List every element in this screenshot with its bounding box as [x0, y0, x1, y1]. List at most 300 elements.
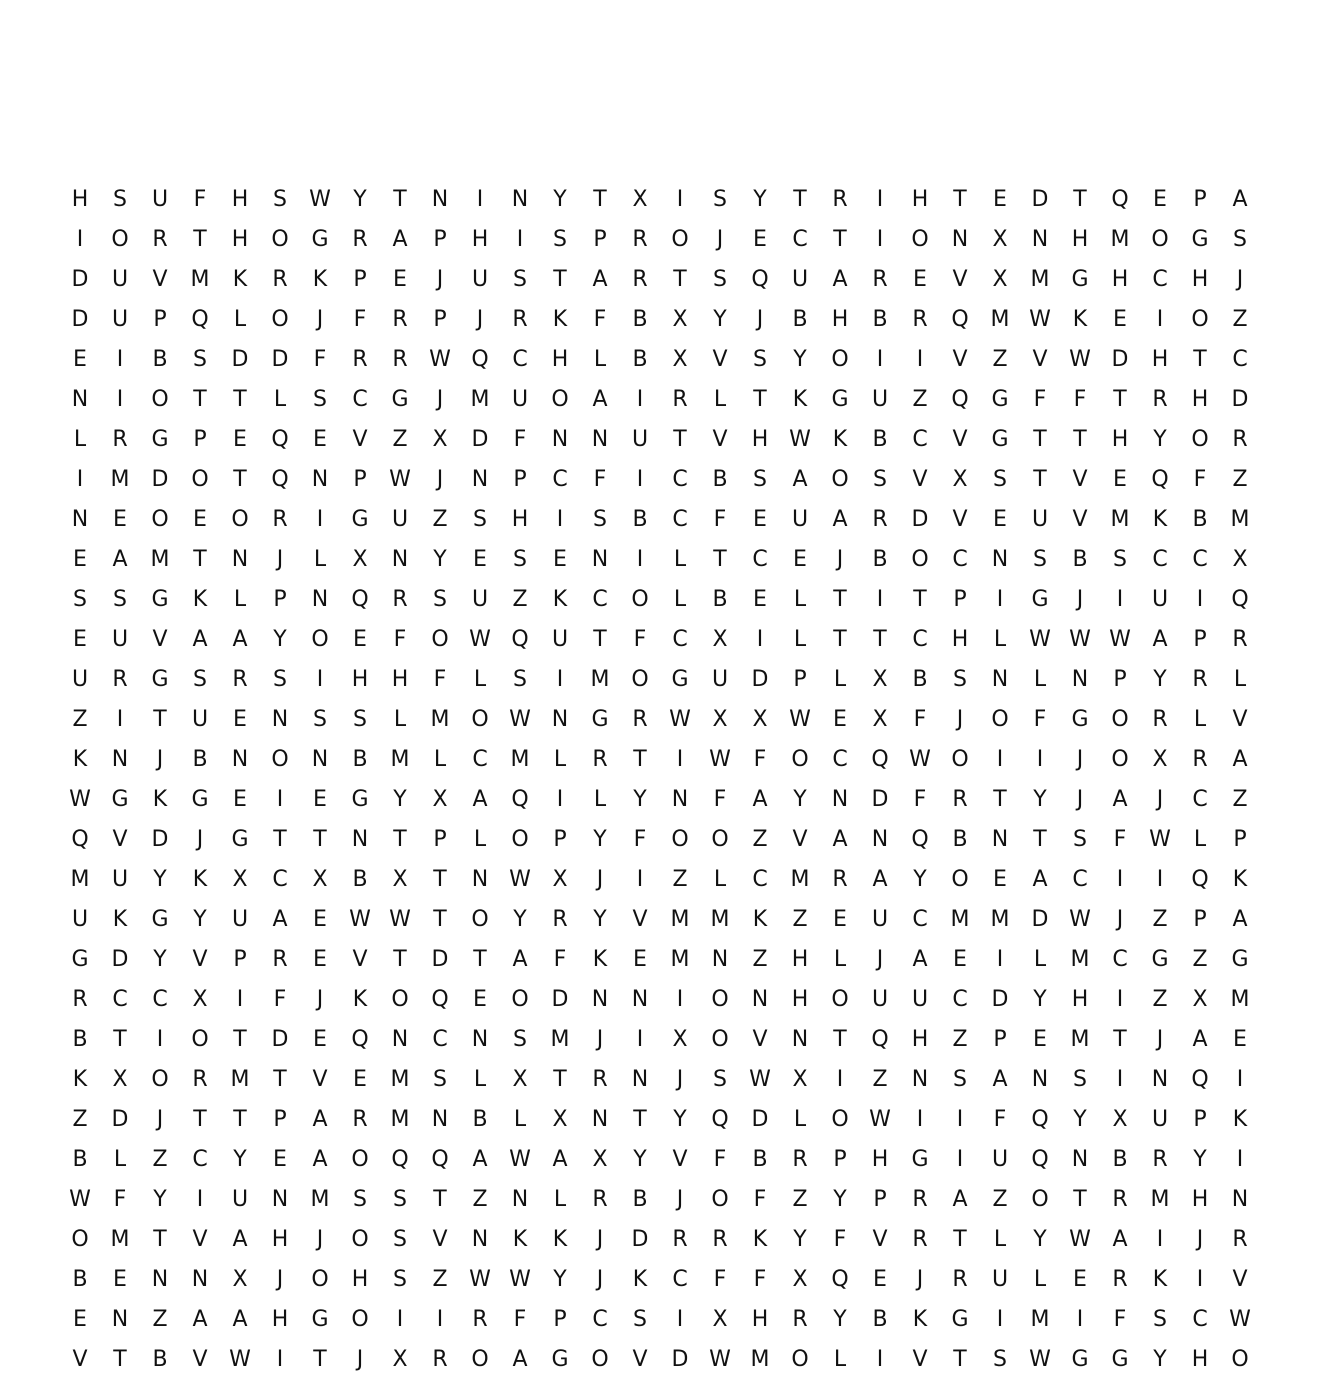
letter-cell[interactable]: K: [192, 587, 208, 612]
letter-cell[interactable]: K: [1152, 507, 1168, 532]
letter-cell[interactable]: M: [430, 707, 450, 732]
letter-cell[interactable]: N: [311, 747, 329, 772]
letter-cell[interactable]: F: [593, 307, 607, 332]
letter-cell[interactable]: A: [752, 787, 768, 812]
letter-cell[interactable]: Y: [593, 827, 607, 852]
letter-cell[interactable]: T: [1073, 187, 1087, 212]
letter-cell[interactable]: R: [952, 1267, 968, 1292]
letter-cell[interactable]: E: [553, 547, 567, 572]
letter-cell[interactable]: R: [1232, 627, 1248, 652]
letter-cell[interactable]: K: [1072, 307, 1088, 332]
letter-cell[interactable]: E: [753, 587, 767, 612]
letter-cell[interactable]: X: [1112, 1107, 1128, 1132]
letter-cell[interactable]: X: [232, 867, 248, 892]
letter-cell[interactable]: N: [591, 547, 609, 572]
letter-cell[interactable]: H: [1191, 1187, 1209, 1212]
letter-cell[interactable]: K: [192, 867, 208, 892]
letter-cell[interactable]: F: [713, 787, 727, 812]
letter-cell[interactable]: A: [552, 1147, 568, 1172]
letter-cell[interactable]: U: [791, 267, 809, 292]
letter-cell[interactable]: U: [471, 587, 489, 612]
letter-cell[interactable]: B: [912, 667, 928, 692]
letter-cell[interactable]: M: [70, 867, 90, 892]
letter-cell[interactable]: J: [316, 987, 324, 1012]
letter-cell[interactable]: R: [392, 307, 408, 332]
letter-cell[interactable]: W: [509, 707, 531, 732]
letter-cell[interactable]: W: [309, 187, 331, 212]
letter-cell[interactable]: Z: [72, 1107, 88, 1132]
letter-cell[interactable]: C: [272, 867, 288, 892]
letter-cell[interactable]: J: [1076, 747, 1084, 772]
letter-cell[interactable]: V: [672, 1147, 688, 1172]
letter-cell[interactable]: M: [1070, 1027, 1090, 1052]
letter-cell[interactable]: F: [753, 747, 767, 772]
letter-cell[interactable]: N: [671, 787, 689, 812]
letter-cell[interactable]: Q: [711, 1107, 729, 1132]
letter-cell[interactable]: Z: [672, 867, 688, 892]
letter-cell[interactable]: V: [912, 467, 928, 492]
letter-cell[interactable]: P: [273, 587, 287, 612]
letter-cell[interactable]: R: [872, 507, 888, 532]
letter-cell[interactable]: V: [72, 1347, 88, 1372]
letter-cell[interactable]: Y: [513, 907, 527, 932]
letter-cell[interactable]: P: [993, 1027, 1007, 1052]
letter-cell[interactable]: O: [471, 707, 489, 732]
letter-cell[interactable]: K: [232, 267, 248, 292]
letter-cell[interactable]: R: [232, 667, 248, 692]
letter-cell[interactable]: X: [352, 547, 368, 572]
letter-cell[interactable]: B: [632, 307, 648, 332]
letter-cell[interactable]: B: [712, 587, 728, 612]
letter-cell[interactable]: I: [1116, 867, 1124, 892]
letter-cell[interactable]: W: [789, 427, 811, 452]
letter-cell[interactable]: F: [713, 507, 727, 532]
letter-cell[interactable]: Z: [1232, 307, 1248, 332]
letter-cell[interactable]: O: [191, 467, 209, 492]
letter-cell[interactable]: A: [1032, 867, 1048, 892]
letter-cell[interactable]: Z: [432, 1267, 448, 1292]
letter-cell[interactable]: W: [709, 747, 731, 772]
letter-cell[interactable]: H: [231, 187, 249, 212]
letter-cell[interactable]: U: [551, 627, 569, 652]
letter-cell[interactable]: W: [469, 627, 491, 652]
letter-cell[interactable]: G: [71, 947, 89, 972]
letter-cell[interactable]: I: [636, 1027, 644, 1052]
letter-cell[interactable]: X: [752, 707, 768, 732]
letter-cell[interactable]: T: [633, 1107, 647, 1132]
letter-cell[interactable]: N: [231, 547, 249, 572]
letter-cell[interactable]: D: [871, 787, 889, 812]
letter-cell[interactable]: T: [273, 827, 287, 852]
letter-cell[interactable]: O: [351, 1307, 369, 1332]
letter-cell[interactable]: O: [1031, 1187, 1049, 1212]
letter-cell[interactable]: H: [271, 1227, 289, 1252]
letter-cell[interactable]: X: [872, 667, 888, 692]
letter-cell[interactable]: P: [873, 1187, 887, 1212]
letter-cell[interactable]: E: [833, 907, 847, 932]
letter-cell[interactable]: Y: [833, 1307, 847, 1332]
letter-cell[interactable]: O: [511, 987, 529, 1012]
letter-cell[interactable]: N: [751, 987, 769, 1012]
letter-cell[interactable]: P: [553, 827, 567, 852]
letter-cell[interactable]: D: [991, 987, 1009, 1012]
letter-cell[interactable]: Q: [1191, 1067, 1209, 1092]
letter-cell[interactable]: V: [152, 267, 168, 292]
letter-cell[interactable]: V: [912, 1347, 928, 1372]
letter-cell[interactable]: N: [1031, 1067, 1049, 1092]
letter-cell[interactable]: S: [633, 1307, 647, 1332]
letter-cell[interactable]: O: [271, 747, 289, 772]
letter-cell[interactable]: R: [592, 747, 608, 772]
letter-cell[interactable]: U: [111, 307, 129, 332]
letter-cell[interactable]: S: [353, 707, 367, 732]
letter-cell[interactable]: C: [672, 627, 688, 652]
letter-cell[interactable]: Y: [753, 187, 767, 212]
letter-cell[interactable]: P: [433, 827, 447, 852]
letter-cell[interactable]: E: [233, 787, 247, 812]
letter-cell[interactable]: T: [233, 1107, 247, 1132]
letter-cell[interactable]: Y: [913, 867, 927, 892]
letter-cell[interactable]: Q: [1231, 587, 1249, 612]
letter-cell[interactable]: G: [151, 427, 169, 452]
letter-cell[interactable]: I: [676, 747, 684, 772]
letter-cell[interactable]: T: [993, 787, 1007, 812]
letter-cell[interactable]: O: [351, 1147, 369, 1172]
letter-cell[interactable]: O: [471, 1347, 489, 1372]
letter-cell[interactable]: M: [1230, 987, 1250, 1012]
letter-cell[interactable]: X: [512, 1067, 528, 1092]
letter-cell[interactable]: N: [991, 547, 1009, 572]
letter-cell[interactable]: P: [593, 227, 607, 252]
letter-cell[interactable]: J: [1156, 787, 1164, 812]
letter-cell[interactable]: J: [316, 307, 324, 332]
letter-cell[interactable]: I: [116, 347, 124, 372]
letter-cell[interactable]: R: [112, 667, 128, 692]
letter-cell[interactable]: A: [952, 1187, 968, 1212]
letter-cell[interactable]: M: [150, 547, 170, 572]
letter-cell[interactable]: A: [832, 507, 848, 532]
letter-cell[interactable]: K: [72, 1067, 88, 1092]
letter-cell[interactable]: F: [313, 347, 327, 372]
letter-cell[interactable]: X: [992, 267, 1008, 292]
letter-cell[interactable]: S: [473, 507, 487, 532]
letter-cell[interactable]: X: [192, 987, 208, 1012]
letter-cell[interactable]: T: [1073, 1187, 1087, 1212]
letter-cell[interactable]: R: [352, 227, 368, 252]
letter-cell[interactable]: I: [876, 1347, 884, 1372]
letter-cell[interactable]: T: [953, 1347, 967, 1372]
letter-cell[interactable]: B: [872, 307, 888, 332]
letter-cell[interactable]: S: [353, 1187, 367, 1212]
letter-cell[interactable]: T: [1033, 827, 1047, 852]
letter-cell[interactable]: P: [833, 1147, 847, 1172]
letter-cell[interactable]: L: [1193, 827, 1207, 852]
letter-cell[interactable]: G: [151, 667, 169, 692]
letter-cell[interactable]: I: [1196, 587, 1204, 612]
letter-cell[interactable]: H: [1191, 1347, 1209, 1372]
letter-cell[interactable]: T: [833, 227, 847, 252]
letter-cell[interactable]: J: [316, 1227, 324, 1252]
letter-cell[interactable]: U: [111, 627, 129, 652]
letter-cell[interactable]: A: [192, 1307, 208, 1332]
letter-cell[interactable]: O: [711, 987, 729, 1012]
letter-cell[interactable]: J: [1196, 1227, 1204, 1252]
letter-cell[interactable]: I: [276, 787, 284, 812]
letter-cell[interactable]: Y: [713, 307, 727, 332]
letter-cell[interactable]: S: [1233, 227, 1247, 252]
letter-cell[interactable]: R: [832, 187, 848, 212]
letter-cell[interactable]: R: [552, 907, 568, 932]
letter-cell[interactable]: C: [432, 1027, 448, 1052]
letter-cell[interactable]: I: [76, 467, 84, 492]
letter-cell[interactable]: R: [912, 1187, 928, 1212]
letter-cell[interactable]: V: [952, 347, 968, 372]
letter-cell[interactable]: F: [993, 1107, 1007, 1132]
letter-cell[interactable]: V: [632, 907, 648, 932]
letter-cell[interactable]: U: [911, 987, 929, 1012]
letter-cell[interactable]: X: [552, 867, 568, 892]
letter-cell[interactable]: U: [631, 427, 649, 452]
letter-cell[interactable]: X: [392, 867, 408, 892]
letter-cell[interactable]: D: [271, 347, 289, 372]
letter-cell[interactable]: I: [556, 507, 564, 532]
letter-cell[interactable]: O: [1231, 1347, 1249, 1372]
letter-cell[interactable]: F: [393, 627, 407, 652]
letter-cell[interactable]: H: [351, 667, 369, 692]
letter-cell[interactable]: I: [1116, 587, 1124, 612]
letter-cell[interactable]: D: [111, 947, 129, 972]
letter-cell[interactable]: E: [353, 1067, 367, 1092]
letter-cell[interactable]: C: [552, 467, 568, 492]
letter-cell[interactable]: M: [670, 907, 690, 932]
letter-cell[interactable]: Z: [952, 1027, 968, 1052]
letter-cell[interactable]: V: [352, 427, 368, 452]
letter-cell[interactable]: Y: [793, 347, 807, 372]
letter-cell[interactable]: X: [792, 1267, 808, 1292]
letter-cell[interactable]: A: [1232, 187, 1248, 212]
letter-cell[interactable]: E: [953, 947, 967, 972]
letter-cell[interactable]: M: [110, 1227, 130, 1252]
letter-cell[interactable]: Z: [432, 507, 448, 532]
letter-cell[interactable]: N: [471, 467, 489, 492]
letter-cell[interactable]: N: [311, 587, 329, 612]
letter-cell[interactable]: G: [591, 707, 609, 732]
letter-cell[interactable]: G: [1031, 587, 1049, 612]
letter-cell[interactable]: W: [349, 907, 371, 932]
letter-cell[interactable]: A: [792, 467, 808, 492]
letter-cell[interactable]: S: [433, 587, 447, 612]
letter-cell[interactable]: Q: [871, 747, 889, 772]
letter-cell[interactable]: T: [433, 907, 447, 932]
letter-cell[interactable]: T: [273, 1067, 287, 1092]
letter-cell[interactable]: L: [1033, 1267, 1047, 1292]
letter-cell[interactable]: R: [1152, 707, 1168, 732]
letter-cell[interactable]: Z: [1232, 787, 1248, 812]
letter-cell[interactable]: L: [433, 747, 447, 772]
letter-cell[interactable]: U: [871, 387, 889, 412]
letter-cell[interactable]: N: [991, 667, 1009, 692]
letter-cell[interactable]: E: [273, 1147, 287, 1172]
letter-cell[interactable]: Q: [751, 267, 769, 292]
letter-cell[interactable]: T: [433, 1187, 447, 1212]
letter-cell[interactable]: T: [233, 1027, 247, 1052]
letter-cell[interactable]: V: [1032, 347, 1048, 372]
letter-cell[interactable]: M: [1110, 227, 1130, 252]
letter-cell[interactable]: U: [791, 507, 809, 532]
letter-cell[interactable]: F: [433, 667, 447, 692]
letter-cell[interactable]: C: [1232, 347, 1248, 372]
letter-cell[interactable]: E: [993, 867, 1007, 892]
letter-cell[interactable]: P: [433, 227, 447, 252]
letter-cell[interactable]: F: [1073, 387, 1087, 412]
letter-cell[interactable]: Y: [553, 1267, 567, 1292]
letter-cell[interactable]: O: [991, 707, 1009, 732]
letter-cell[interactable]: A: [992, 1067, 1008, 1092]
letter-cell[interactable]: X: [952, 467, 968, 492]
letter-cell[interactable]: O: [711, 1187, 729, 1212]
letter-cell[interactable]: S: [393, 1227, 407, 1252]
letter-cell[interactable]: G: [1191, 227, 1209, 252]
letter-cell[interactable]: B: [352, 747, 368, 772]
letter-cell[interactable]: H: [471, 227, 489, 252]
letter-cell[interactable]: N: [111, 747, 129, 772]
letter-cell[interactable]: E: [473, 987, 487, 1012]
letter-cell[interactable]: N: [591, 427, 609, 452]
letter-cell[interactable]: J: [876, 947, 884, 972]
letter-cell[interactable]: G: [151, 907, 169, 932]
letter-cell[interactable]: I: [1156, 1227, 1164, 1252]
letter-cell[interactable]: N: [71, 507, 89, 532]
letter-cell[interactable]: K: [552, 1227, 568, 1252]
letter-cell[interactable]: L: [833, 667, 847, 692]
letter-cell[interactable]: U: [71, 907, 89, 932]
letter-cell[interactable]: I: [996, 1307, 1004, 1332]
letter-cell[interactable]: K: [752, 907, 768, 932]
letter-cell[interactable]: R: [432, 1347, 448, 1372]
letter-cell[interactable]: I: [876, 187, 884, 212]
letter-cell[interactable]: D: [471, 427, 489, 452]
letter-cell[interactable]: J: [676, 1067, 684, 1092]
letter-cell[interactable]: O: [831, 1107, 849, 1132]
letter-cell[interactable]: R: [632, 267, 648, 292]
letter-cell[interactable]: L: [473, 827, 487, 852]
letter-cell[interactable]: P: [793, 667, 807, 692]
letter-cell[interactable]: I: [996, 947, 1004, 972]
letter-cell[interactable]: C: [192, 1147, 208, 1172]
letter-cell[interactable]: D: [71, 307, 89, 332]
letter-cell[interactable]: W: [1229, 1307, 1251, 1332]
letter-cell[interactable]: R: [632, 707, 648, 732]
letter-cell[interactable]: S: [1073, 1067, 1087, 1092]
letter-cell[interactable]: W: [1029, 307, 1051, 332]
letter-cell[interactable]: L: [793, 1107, 807, 1132]
letter-cell[interactable]: T: [593, 627, 607, 652]
letter-cell[interactable]: E: [393, 267, 407, 292]
letter-cell[interactable]: N: [271, 1187, 289, 1212]
letter-cell[interactable]: I: [636, 387, 644, 412]
letter-cell[interactable]: N: [431, 187, 449, 212]
letter-cell[interactable]: Y: [233, 1147, 247, 1172]
letter-cell[interactable]: I: [316, 507, 324, 532]
letter-cell[interactable]: G: [311, 1307, 329, 1332]
letter-cell[interactable]: P: [193, 427, 207, 452]
letter-cell[interactable]: X: [232, 1267, 248, 1292]
letter-cell[interactable]: A: [272, 907, 288, 932]
letter-cell[interactable]: E: [993, 187, 1007, 212]
letter-cell[interactable]: B: [872, 547, 888, 572]
letter-cell[interactable]: O: [511, 827, 529, 852]
letter-cell[interactable]: P: [353, 267, 367, 292]
letter-cell[interactable]: I: [76, 227, 84, 252]
letter-cell[interactable]: E: [313, 787, 327, 812]
letter-cell[interactable]: T: [393, 947, 407, 972]
letter-cell[interactable]: H: [511, 507, 529, 532]
letter-cell[interactable]: N: [1071, 667, 1089, 692]
letter-cell[interactable]: U: [1151, 587, 1169, 612]
letter-cell[interactable]: D: [431, 947, 449, 972]
letter-cell[interactable]: V: [952, 507, 968, 532]
letter-cell[interactable]: M: [510, 747, 530, 772]
letter-cell[interactable]: C: [472, 747, 488, 772]
letter-cell[interactable]: E: [1033, 1027, 1047, 1052]
letter-cell[interactable]: G: [351, 787, 369, 812]
letter-cell[interactable]: R: [792, 1307, 808, 1332]
letter-cell[interactable]: M: [1030, 267, 1050, 292]
letter-cell[interactable]: O: [711, 827, 729, 852]
letter-cell[interactable]: W: [1069, 907, 1091, 932]
letter-cell[interactable]: A: [392, 227, 408, 252]
letter-cell[interactable]: B: [872, 1307, 888, 1332]
letter-cell[interactable]: N: [1151, 1067, 1169, 1092]
letter-cell[interactable]: U: [471, 267, 489, 292]
letter-cell[interactable]: K: [912, 1307, 928, 1332]
letter-cell[interactable]: T: [1113, 387, 1127, 412]
letter-cell[interactable]: Z: [912, 387, 928, 412]
letter-cell[interactable]: F: [1113, 1307, 1127, 1332]
letter-cell[interactable]: C: [792, 227, 808, 252]
letter-cell[interactable]: J: [156, 1107, 164, 1132]
letter-cell[interactable]: U: [991, 1147, 1009, 1172]
letter-cell[interactable]: D: [1031, 907, 1049, 932]
letter-cell[interactable]: R: [272, 507, 288, 532]
letter-cell[interactable]: U: [191, 707, 209, 732]
letter-cell[interactable]: M: [1110, 507, 1130, 532]
letter-cell[interactable]: C: [592, 1307, 608, 1332]
letter-cell[interactable]: D: [271, 1027, 289, 1052]
letter-cell[interactable]: E: [1073, 1267, 1087, 1292]
letter-cell[interactable]: H: [871, 1147, 889, 1172]
letter-cell[interactable]: Y: [1033, 1227, 1047, 1252]
letter-cell[interactable]: L: [713, 387, 727, 412]
letter-cell[interactable]: I: [236, 987, 244, 1012]
letter-cell[interactable]: T: [953, 1227, 967, 1252]
letter-cell[interactable]: O: [431, 627, 449, 652]
letter-cell[interactable]: I: [876, 347, 884, 372]
letter-cell[interactable]: A: [832, 827, 848, 852]
letter-cell[interactable]: X: [792, 1067, 808, 1092]
letter-cell[interactable]: X: [112, 1067, 128, 1092]
letter-cell[interactable]: B: [1192, 507, 1208, 532]
letter-cell[interactable]: N: [631, 1067, 649, 1092]
letter-cell[interactable]: A: [192, 627, 208, 652]
letter-cell[interactable]: I: [836, 1067, 844, 1092]
letter-cell[interactable]: K: [72, 747, 88, 772]
letter-cell[interactable]: Q: [191, 307, 209, 332]
letter-cell[interactable]: W: [509, 867, 531, 892]
letter-cell[interactable]: J: [436, 267, 444, 292]
letter-cell[interactable]: T: [673, 427, 687, 452]
letter-cell[interactable]: T: [193, 227, 207, 252]
